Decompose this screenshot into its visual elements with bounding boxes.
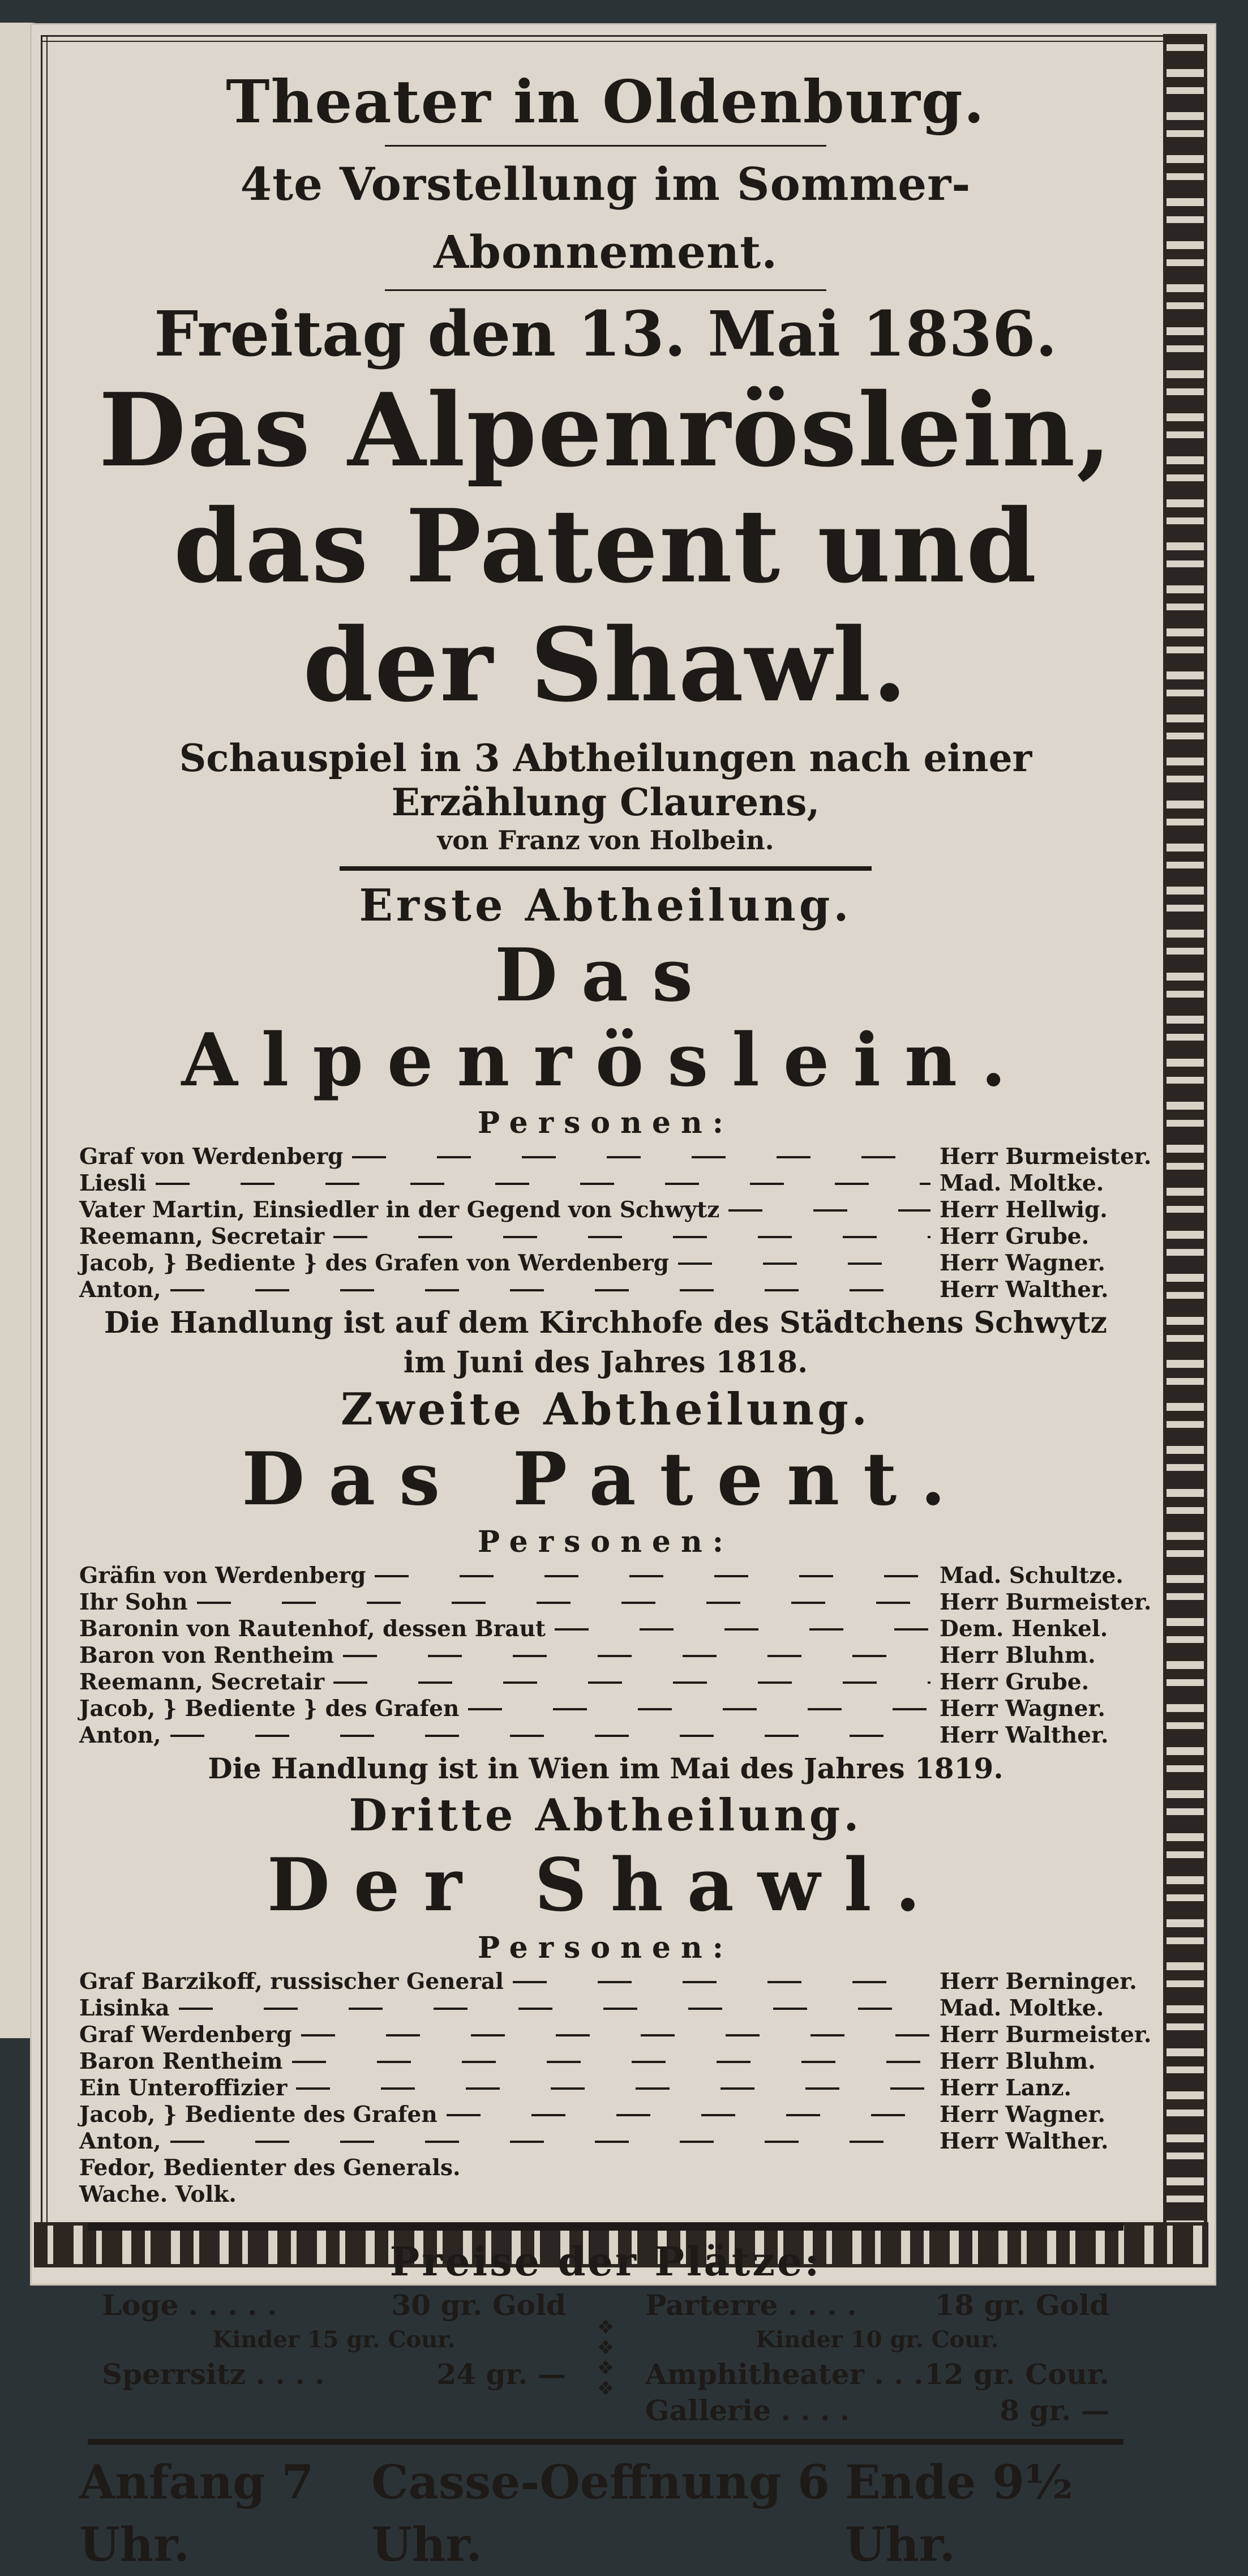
seat-label: Sperrsitz . . . . xyxy=(102,2357,325,2391)
role: Graf von Werdenberg xyxy=(79,1144,344,1170)
role: Anton, xyxy=(79,1277,161,1303)
actor: Herr Walther. xyxy=(940,1277,1109,1303)
cast-row xyxy=(79,1277,1132,1303)
cast-row xyxy=(79,1995,1132,2022)
role: Jacob, } Bediente } des Grafen xyxy=(79,1696,460,1722)
part-1-title: Das Alpenröslein. xyxy=(181,933,1030,1103)
seat-price: 8 gr. — xyxy=(1000,2394,1109,2427)
cast-row xyxy=(79,2128,1132,2155)
seat-label: Loge . . . . . xyxy=(102,2288,277,2322)
price-row xyxy=(102,2356,566,2393)
part-3-extra-2: Wache. Volk. xyxy=(79,2181,237,2207)
seat-price: 12 gr. Cour. xyxy=(924,2357,1109,2391)
cast-row xyxy=(79,1616,1132,1642)
seat-price: 30 gr. Gold xyxy=(391,2288,566,2322)
role: Ein Unteroffizier xyxy=(79,2075,288,2101)
divider xyxy=(385,145,826,147)
cast-row xyxy=(79,1250,1132,1277)
leader-dashes xyxy=(301,2034,930,2036)
role: Anton, xyxy=(79,2128,161,2154)
cast-row xyxy=(79,1696,1132,1722)
part-2-title: Das Patent. xyxy=(242,1437,970,1522)
actor: Herr Walther. xyxy=(940,2128,1109,2154)
actor: Mad. Schultze. xyxy=(940,1563,1123,1589)
actor: Herr Wagner. xyxy=(940,1250,1105,1276)
playbill-content xyxy=(79,57,1152,2576)
leader-dashes xyxy=(170,2141,930,2143)
seat-label: Parterre . . . . xyxy=(645,2288,857,2322)
actor: Herr Grube. xyxy=(940,1669,1090,1695)
leader-dashes xyxy=(678,1263,930,1265)
leader-dashes xyxy=(352,1156,930,1158)
leader-dashes xyxy=(170,1735,930,1737)
border-left xyxy=(41,35,48,2226)
cast-row xyxy=(79,2102,1132,2128)
start-time: Anfang 7 Uhr. xyxy=(79,2455,314,2572)
leader-dashes xyxy=(513,1981,930,1983)
actor: Herr Burmeister. xyxy=(940,2022,1152,2048)
part-1-heading: Erste Abtheilung. xyxy=(359,880,852,931)
part-2-heading: Zweite Abtheilung. xyxy=(341,1384,870,1435)
ornament-divider-icon: ❖ ❖ ❖ ❖ xyxy=(597,2316,615,2400)
box-office-time: Casse-Oeffnung 6 Uhr. xyxy=(371,2455,830,2572)
actor: Herr Lanz. xyxy=(940,2075,1072,2101)
price-column-right xyxy=(645,2287,1109,2429)
cast-row xyxy=(79,1223,1132,1250)
actor: Herr Wagner. xyxy=(940,1696,1105,1722)
seat-label: Amphitheater . . . xyxy=(645,2357,924,2391)
part-2-setting: Die Handlung ist in Wien im Mai des Jahres 1819. xyxy=(208,1752,1003,1785)
play-subtitle: Schauspiel in 3 Abtheilungen nach einer Erzählung Claurens, xyxy=(179,736,1032,824)
price-row xyxy=(102,2287,566,2323)
role: Ihr Sohn xyxy=(79,1589,188,1615)
leader-dashes xyxy=(343,1655,930,1657)
cast-row xyxy=(79,2075,1132,2102)
role: Jacob, } Bediente des Grafen xyxy=(79,2102,438,2128)
child-price: Kinder 10 gr. Cour. xyxy=(756,2326,999,2353)
role: Gräfin von Werdenberg xyxy=(79,1563,366,1589)
cast-row xyxy=(79,2022,1152,2048)
role: Anton, xyxy=(79,1722,161,1748)
actor: Herr Bluhm. xyxy=(940,2048,1096,2074)
role: Reemann, Secretair xyxy=(79,1223,325,1250)
leader-dashes xyxy=(468,1708,930,1710)
prices-heading: Preise der Plätze: xyxy=(389,2238,822,2285)
actor: Dem. Henkel. xyxy=(940,1616,1108,1642)
leader-dashes xyxy=(447,2114,930,2116)
leader-dashes xyxy=(296,2087,930,2090)
actor: Herr Hellwig. xyxy=(940,1197,1108,1223)
price-row xyxy=(645,2356,1109,2393)
cast-row xyxy=(79,1669,1132,1696)
ornamental-border-right xyxy=(1163,34,1207,2233)
actor: Herr Wagner. xyxy=(940,2102,1105,2128)
divider xyxy=(340,866,872,871)
role: Vater Martin, Einsiedler in der Gegend von Schwytz xyxy=(79,1197,720,1223)
part-1-setting: Die Handlung ist auf dem Kirchhofe des Städtchens Schwytz im Juni des Jahres 1818. xyxy=(104,1306,1108,1380)
divider xyxy=(88,2439,1123,2445)
part-2-cast-heading: Personen: xyxy=(477,1525,734,1559)
leader-dashes xyxy=(728,1209,930,1212)
actor: Herr Berninger. xyxy=(940,1969,1137,1995)
cast-row xyxy=(79,1589,1152,1616)
schedule-line xyxy=(79,2451,1132,2576)
role: Liesli xyxy=(79,1170,147,1196)
cast-row xyxy=(79,1144,1152,1170)
part-3-cast-list xyxy=(79,1969,1152,2208)
performance-number: 4te Vorstellung im Sommer-Abonnement. xyxy=(240,157,971,279)
play-author: von Franz von Holbein. xyxy=(437,825,774,855)
cast-row xyxy=(79,1969,1137,1995)
part-3-title: Der Shawl. xyxy=(267,1843,945,1928)
cast-row xyxy=(79,1170,1132,1197)
performance-date: Freitag den 13. Mai 1836. xyxy=(154,297,1057,370)
part-3-extra-1: Fedor, Bedienter des Generals. xyxy=(79,2155,461,2181)
leader-dashes xyxy=(156,1183,930,1185)
play-title-line-2: das Patent und der Shawl. xyxy=(173,487,1038,724)
end-time: Ende 9½ Uhr. xyxy=(844,2455,1073,2572)
actor: Mad. Moltke. xyxy=(940,1995,1104,2021)
leader-dashes xyxy=(179,2008,930,2010)
seat-label: Gallerie . . . . xyxy=(645,2394,850,2427)
actor: Herr Burmeister. xyxy=(940,1589,1152,1615)
actor: Mad. Moltke. xyxy=(940,1170,1104,1196)
cast-row xyxy=(79,1197,1132,1223)
price-row xyxy=(645,2287,1109,2323)
role: Graf Barzikoff, russischer General xyxy=(79,1969,504,1995)
leader-dashes xyxy=(333,1236,930,1238)
cast-row xyxy=(79,2048,1132,2075)
theater-heading: Theater in Oldenburg. xyxy=(226,67,985,136)
price-row xyxy=(645,2393,1109,2429)
divider xyxy=(385,289,826,291)
role: Jacob, } Bediente } des Grafen von Werdenberg xyxy=(79,1250,669,1276)
leader-dashes xyxy=(197,1602,930,1604)
seat-price: 24 gr. — xyxy=(436,2357,566,2391)
leader-dashes xyxy=(375,1575,930,1577)
leader-dashes xyxy=(170,1289,930,1291)
actor: Herr Walther. xyxy=(940,1722,1109,1748)
part-2-cast-list xyxy=(79,1563,1152,1749)
cast-row xyxy=(79,1563,1132,1589)
part-1-cast-list xyxy=(79,1144,1152,1303)
actor: Herr Burmeister. xyxy=(940,1144,1152,1170)
play-title-line-1: Das Alpenröslein, xyxy=(98,371,1113,489)
role: Reemann, Secretair xyxy=(79,1669,325,1695)
divider xyxy=(88,2223,1123,2231)
seat-price: 18 gr. Gold xyxy=(934,2288,1109,2322)
role: Graf Werdenberg xyxy=(79,2022,292,2048)
price-table xyxy=(102,2287,1109,2429)
part-3-heading: Dritte Abtheilung. xyxy=(349,1790,863,1841)
border-top xyxy=(41,35,1164,42)
role: Baron von Rentheim xyxy=(79,1642,334,1668)
actor: Herr Bluhm. xyxy=(940,1642,1096,1668)
actor: Herr Grube. xyxy=(940,1223,1090,1250)
part-1-cast-heading: Personen: xyxy=(477,1106,734,1140)
leader-dashes xyxy=(333,1681,930,1684)
role: Lisinka xyxy=(79,1995,170,2021)
role: Baron Rentheim xyxy=(79,2048,283,2074)
part-3-cast-heading: Personen: xyxy=(477,1931,734,1965)
child-price: Kinder 15 gr. Cour. xyxy=(212,2326,456,2353)
cast-row xyxy=(79,1642,1132,1669)
adjacent-page-edge xyxy=(0,23,35,2038)
role: Baronin von Rautenhof, dessen Braut xyxy=(79,1616,546,1642)
cast-row xyxy=(79,1722,1132,1749)
price-column-left xyxy=(102,2287,566,2429)
leader-dashes xyxy=(555,1628,930,1631)
leader-dashes xyxy=(292,2061,930,2063)
